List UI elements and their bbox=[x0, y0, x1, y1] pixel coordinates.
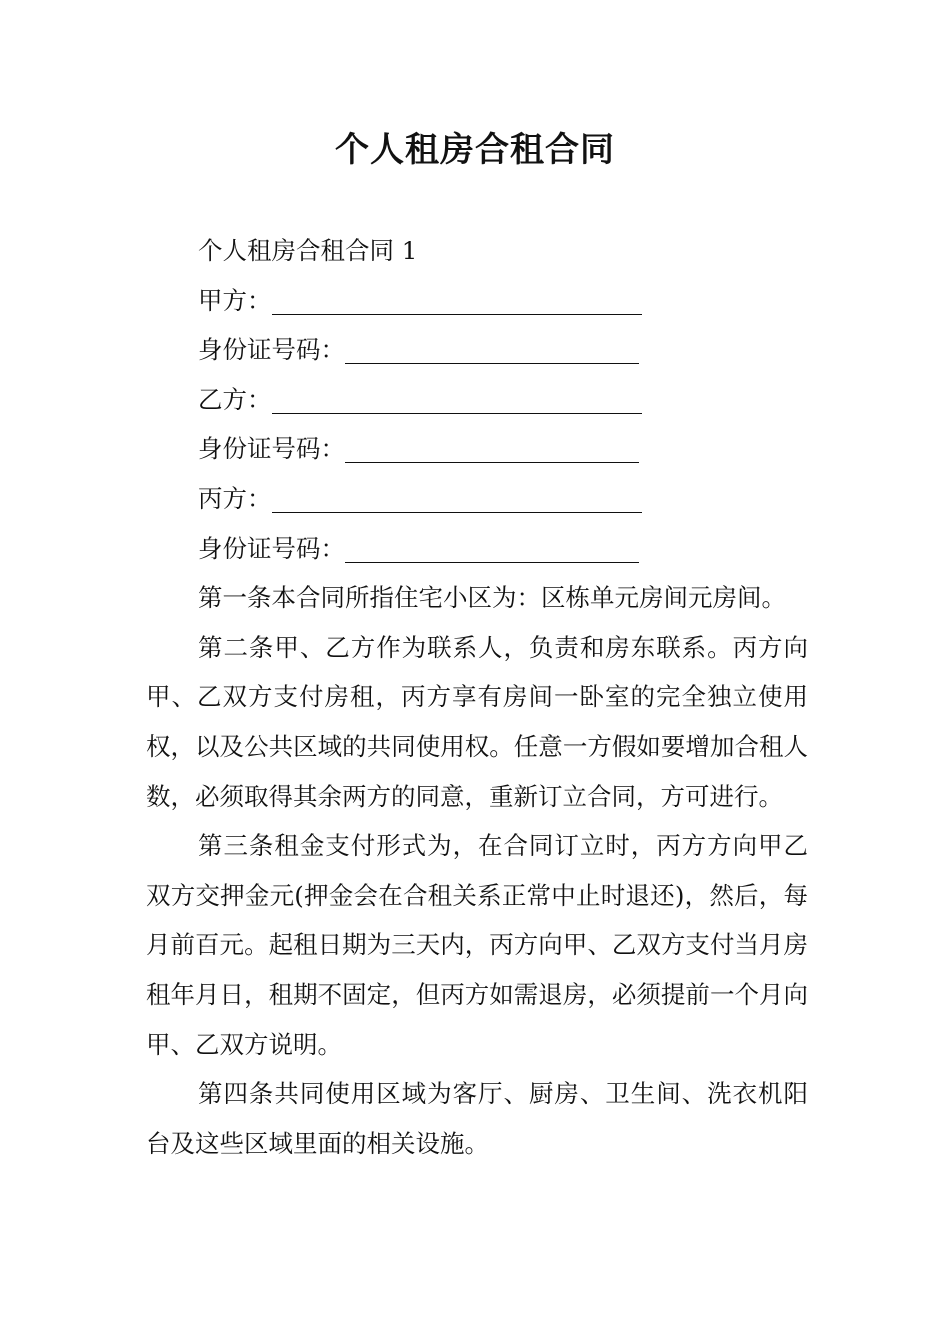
field-label: 身份证号码： bbox=[198, 434, 345, 464]
field-label: 身份证号码： bbox=[198, 533, 345, 563]
party-c-id-field bbox=[146, 524, 808, 574]
party-b-blank bbox=[272, 391, 642, 414]
field-label: 身份证号码： bbox=[198, 335, 345, 365]
article-3: 第三条租金支付形式为，在合同订立时，丙方方向甲乙双方交押金元(押金会在合租关系正常中止时退还)，然后，每月前百元。起租日期为三天内，丙方向甲、乙双方支付当月房租年月日，租期不固定，但丙方如需退房，必须提前一个月向甲、乙双方说明。 bbox=[146, 831, 808, 1059]
party-c-field bbox=[146, 474, 808, 524]
field-label: 甲方： bbox=[198, 285, 272, 315]
party-a-field bbox=[146, 276, 808, 326]
field-label: 丙方： bbox=[198, 483, 272, 513]
party-c-blank bbox=[272, 490, 642, 513]
party-b-field bbox=[146, 375, 808, 425]
contract-subtitle: 个人租房合租合同 1 bbox=[198, 236, 418, 265]
article-4: 第四条共同使用区域为客厅、厨房、卫生间、洗衣机阳台及这些区域里面的相关设施。 bbox=[146, 1079, 808, 1158]
field-label: 乙方： bbox=[198, 384, 272, 414]
party-b-id-blank bbox=[345, 440, 639, 463]
document-body bbox=[146, 226, 808, 1168]
article-2: 第二条甲、乙方作为联系人，负责和房东联系。丙方向甲、乙双方支付房租，丙方享有房间一卧室的完全独立使用权，以及公共区域的共同使用权。任意一方假如要增加合租人数，必须取得其余两方的同意，重新订立合同，方可进行。 bbox=[146, 632, 808, 811]
party-a-blank bbox=[272, 292, 642, 315]
document-title: 个人租房合租合同 bbox=[335, 130, 615, 170]
party-c-id-blank bbox=[345, 540, 639, 563]
party-a-id-blank bbox=[345, 341, 639, 364]
article-1: 第一条本合同所指住宅小区为：区栋单元房间元房间。 bbox=[198, 583, 786, 613]
party-b-id-field bbox=[146, 424, 808, 474]
party-a-id-field bbox=[146, 325, 808, 375]
